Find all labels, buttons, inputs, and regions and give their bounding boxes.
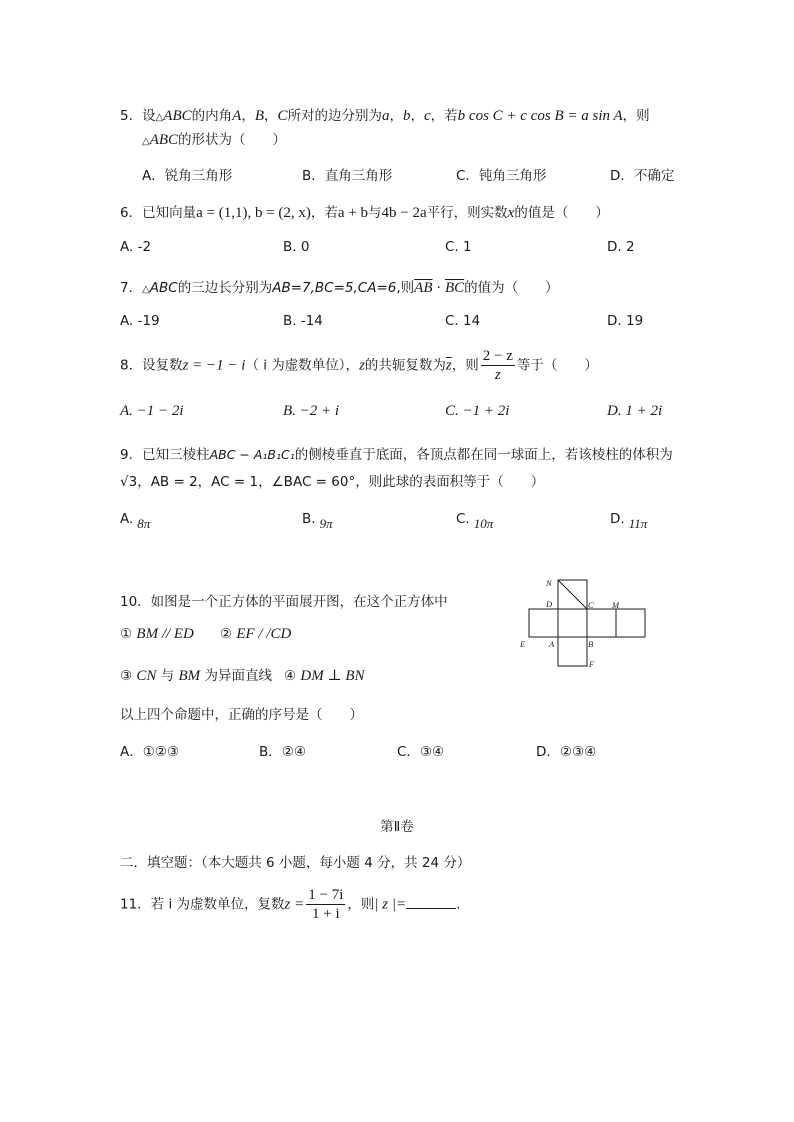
q5-option-d: D．不确定 <box>610 168 675 184</box>
net-face-bottom <box>558 637 587 666</box>
net-face-right <box>587 609 616 637</box>
q5-line2: △ABC的形状为（ ） <box>142 132 287 148</box>
q6-option-d: D. 2 <box>607 239 635 255</box>
q9-option-d: D. 11π <box>610 511 648 531</box>
label-m: M <box>612 600 620 610</box>
q5-option-b: B．直角三角形 <box>302 168 393 184</box>
q9-line2: √3，AB = 2，AC = 1，∠BAC = 60°，则此球的表面积等于（ ） <box>120 474 545 490</box>
label-c: C <box>588 600 594 610</box>
q7-option-a: A. -19 <box>120 313 160 329</box>
q10-question: 以上四个命题中，正确的序号是（ ） <box>120 707 363 723</box>
q11-line: 11．若 i 为虚数单位，复数z = $\frac{1 - 7i}{1 + i}$ ，则| z |= . <box>120 887 461 922</box>
q6-line: 6．已知向量a = (1,1), b = (2, x)，若a + b与4b − 2a平行，则实数x的值是（ ） <box>120 205 609 221</box>
q10-option-c: C．③④ <box>397 744 445 760</box>
q5-option-c: C．钝角三角形 <box>456 168 547 184</box>
q8-option-c: C. −1 + 2i <box>445 403 510 419</box>
triangle-symbol: △ <box>155 112 164 123</box>
q9-option-b: B. 9π <box>302 511 333 531</box>
label-b: B <box>588 639 594 649</box>
q7-option-d: D. 19 <box>607 313 644 329</box>
q9-option-a: A. 8π <box>120 511 151 531</box>
net-face-far-right <box>616 609 645 637</box>
q5-option-a: A．锐角三角形 <box>142 168 233 184</box>
cube-net-figure <box>517 572 652 670</box>
q7-option-b: B. -14 <box>283 313 323 329</box>
net-diagonal-nc <box>558 580 587 609</box>
q5-formula: b cos C + c cos B = a sin A <box>457 108 623 124</box>
q10-propositions-1-2: ① BM // ED ② EF / /CD <box>120 626 292 642</box>
label-f: F <box>589 659 595 669</box>
q8-fraction: $\frac{2 - z}{z}$ <box>482 348 513 383</box>
label-e: E <box>520 639 526 649</box>
net-face-left <box>529 609 558 637</box>
q6-option-a: A. -2 <box>120 239 152 255</box>
q10-propositions-3-4: ③ CN 与 BM 为异面直线 ④ DM ⊥ BN <box>120 668 365 684</box>
q10-option-d: D．②③④ <box>536 744 597 760</box>
q10-option-a: A．①②③ <box>120 744 180 760</box>
net-face-center <box>558 609 587 637</box>
section-heading: 二．填空题：（本大题共 6 小题，每小题 4 分，共 24 分） <box>120 855 471 871</box>
label-n: N <box>546 578 552 588</box>
q11-fraction: $\frac{1 - 7i}{1 + i}$ <box>308 887 344 922</box>
q8-option-b: B. −2 + i <box>283 403 340 419</box>
q6-option-b: B. 0 <box>283 239 310 255</box>
section-title: 第Ⅱ卷 <box>380 819 414 835</box>
label-a: A <box>549 639 555 649</box>
q10-option-b: B．②④ <box>259 744 306 760</box>
q7-line: 7．△ABC的三边长分别为AB=7,BC=5,CA=6,则$\overline{AB} \cdot \overline{BC}$的值为（ ） <box>120 280 559 296</box>
q10-stem: 10．如图是一个正方体的平面展开图，在这个正方体中 <box>120 594 448 610</box>
q7-option-c: C. 14 <box>445 313 481 329</box>
q9-option-c: C. 10π <box>456 511 494 531</box>
q8-line: 8．设复数z = −1 − i（ i 为虚数单位），z的共轭复数为$\overline{z}$，则 $\frac{2 - z}{z}$ 等于（ ） <box>120 348 598 383</box>
label-d: D <box>546 599 553 609</box>
q6-option-c: C. 1 <box>445 239 472 255</box>
q8-option-d: D. 1 + 2i <box>607 403 663 419</box>
q8-option-a: A. −1 − 2i <box>120 403 184 419</box>
q6-vectors: a = (1,1), b = (2, x) <box>196 205 311 221</box>
q9-line1: 9．已知三棱柱ABC − A₁B₁C₁的侧棱垂直于底面，各顶点都在同一球面上，若该棱柱的体积为 <box>120 447 673 463</box>
q5-line1: 5．设△ABC的内角A，B，C所对的边分别为a，b，c，若b cos C + c cos B = a sin A，则 <box>120 108 650 124</box>
answer-blank[interactable] <box>406 896 456 909</box>
